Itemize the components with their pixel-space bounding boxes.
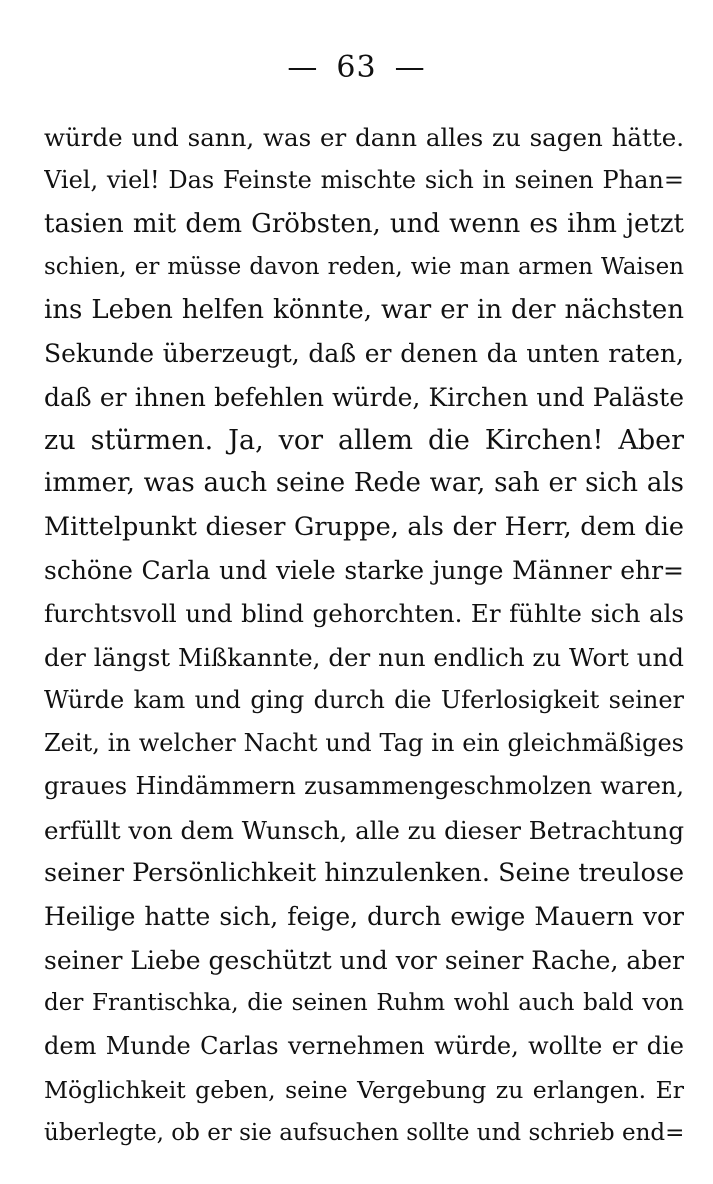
text-line: Sekunde überzeugt, daß er denen da unten raten, <box>44 339 684 369</box>
page-number-dash-right: — <box>394 50 426 85</box>
text-line: überlegte, ob er sie aufsuchen sollte und schrieb end= <box>44 1119 684 1146</box>
text-line: tasien mit dem Gröbsten, und wenn es ihm jetzt <box>44 208 684 239</box>
text-line: immer, was auch seine Rede war, sah er sich als <box>44 468 684 499</box>
text-line: ins Leben helfen könnte, war er in der nächsten <box>44 295 684 326</box>
text-line: furchtsvoll und blind gehorchten. Er fühlte sich als <box>44 599 684 629</box>
text-line: der Frantischka, die seinen Ruhm wohl auch bald von <box>44 989 684 1016</box>
text-line: Möglichkeit geben, seine Vergebung zu erlangen. Er <box>44 1075 684 1104</box>
text-line: Zeit, in welcher Nacht und Tag in ein gleichmäßiges <box>44 729 684 758</box>
text-line: Würde kam und ging durch die Uferlosigkeit seiner <box>44 685 684 714</box>
text-line: seiner Liebe geschützt und vor seiner Rache, aber <box>44 945 684 975</box>
page-number: 63 <box>336 50 377 85</box>
text-line: daß er ihnen befehlen würde, Kirchen und Paläste <box>44 382 684 412</box>
text-line: zu stürmen. Ja, vor allem die Kirchen! Aber <box>44 425 684 457</box>
page-number-dash-left: — <box>287 50 319 85</box>
text-line: Heilige hatte sich, feige, durch ewige Mauern vor <box>44 902 684 932</box>
text-line: der längst Mißkannte, der nun endlich zu Wort und <box>44 642 684 672</box>
text-line: dem Munde Carlas vernehmen würde, wollte er die <box>44 1032 684 1061</box>
page-number-header <box>0 50 713 85</box>
text-line: Viel, viel! Das Feinste mischte sich in seinen Phan= <box>44 166 684 195</box>
text-line: schöne Carla und viele starke junge Männer ehr= <box>44 555 684 585</box>
text-line: seiner Persönlichkeit hinzulenken. Seine treulose <box>44 858 684 889</box>
text-line: würde und sann, was er dann alles zu sagen hätte. <box>44 123 684 152</box>
text-line: erfüllt von dem Wunsch, alle zu dieser Betrachtung <box>44 815 684 845</box>
text-line: schien, er müsse davon reden, wie man armen Waisen <box>44 253 684 280</box>
text-line: Mittelpunkt dieser Gruppe, als der Herr, dem die <box>44 511 684 542</box>
body-text <box>44 116 684 1155</box>
text-line: graues Hindämmern zusammengeschmolzen waren, <box>44 772 684 801</box>
